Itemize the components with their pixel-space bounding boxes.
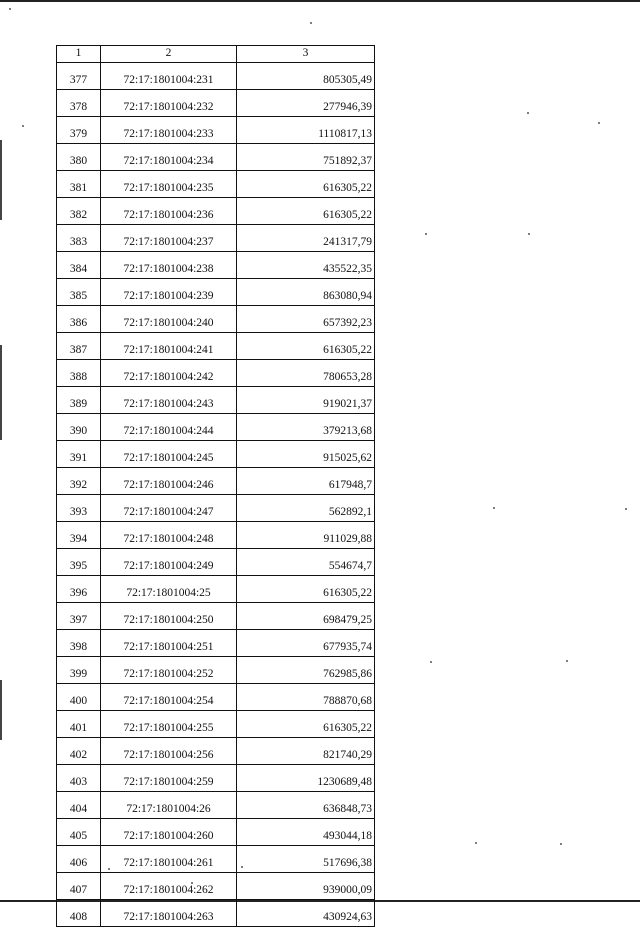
- table-row: [57, 90, 375, 117]
- cadastral-number-cell: 72:17:1801004:250: [101, 603, 237, 630]
- cadastral-number-cell: 72:17:1801004:25: [101, 576, 237, 603]
- cadastral-number-cell: 72:17:1801004:249: [101, 549, 237, 576]
- scan-edge-mark: [0, 680, 2, 740]
- cadastral-number-cell: 72:17:1801004:234: [101, 144, 237, 171]
- table-row: [57, 198, 375, 225]
- cadastral-number-cell: 72:17:1801004:262: [101, 873, 237, 900]
- table-row: [57, 495, 375, 522]
- row-number-cell: 382: [57, 198, 101, 225]
- cadastral-number-cell: 72:17:1801004:239: [101, 279, 237, 306]
- row-number-cell: 397: [57, 603, 101, 630]
- table-row: [57, 144, 375, 171]
- value-cell: 379213,68: [237, 414, 375, 441]
- scan-speck: [566, 660, 568, 662]
- value-cell: 863080,94: [237, 279, 375, 306]
- scan-speck: [560, 843, 562, 845]
- table-row: [57, 279, 375, 306]
- value-cell: 435522,35: [237, 252, 375, 279]
- scan-speck: [310, 22, 312, 24]
- row-number-cell: 388: [57, 360, 101, 387]
- scan-speck: [22, 125, 24, 127]
- value-cell: 277946,39: [237, 90, 375, 117]
- scan-speck: [625, 508, 627, 510]
- value-cell: 616305,22: [237, 711, 375, 738]
- row-number-cell: 408: [57, 900, 101, 927]
- table-row: [57, 252, 375, 279]
- table-header-row: [57, 46, 375, 63]
- scan-speck: [493, 507, 495, 509]
- table-row: [57, 117, 375, 144]
- value-cell: 751892,37: [237, 144, 375, 171]
- row-number-cell: 387: [57, 333, 101, 360]
- cadastral-number-cell: 72:17:1801004:231: [101, 63, 237, 90]
- value-cell: 562892,1: [237, 495, 375, 522]
- row-number-cell: 405: [57, 819, 101, 846]
- row-number-cell: 403: [57, 765, 101, 792]
- column-header: 2: [101, 46, 237, 63]
- table-row: [57, 657, 375, 684]
- value-cell: 762985,86: [237, 657, 375, 684]
- table-row: [57, 360, 375, 387]
- scan-speck: [430, 661, 432, 663]
- row-number-cell: 389: [57, 387, 101, 414]
- scan-speck: [528, 233, 530, 235]
- value-cell: 554674,7: [237, 549, 375, 576]
- row-number-cell: 394: [57, 522, 101, 549]
- cadastral-number-cell: 72:17:1801004:241: [101, 333, 237, 360]
- row-number-cell: 381: [57, 171, 101, 198]
- value-cell: 677935,74: [237, 630, 375, 657]
- scan-speck: [425, 233, 427, 235]
- table-row: [57, 738, 375, 765]
- cadastral-number-cell: 72:17:1801004:237: [101, 225, 237, 252]
- row-number-cell: 395: [57, 549, 101, 576]
- value-cell: 617948,7: [237, 468, 375, 495]
- table-row: [57, 522, 375, 549]
- table-row: [57, 387, 375, 414]
- value-cell: 788870,68: [237, 684, 375, 711]
- value-cell: 241317,79: [237, 225, 375, 252]
- column-header: 1: [57, 46, 101, 63]
- row-number-cell: 385: [57, 279, 101, 306]
- cadastral-number-cell: 72:17:1801004:261: [101, 846, 237, 873]
- cadastral-number-cell: 72:17:1801004:240: [101, 306, 237, 333]
- scan-speck: [475, 842, 477, 844]
- scan-speck: [527, 112, 529, 114]
- column-header: 3: [237, 46, 375, 63]
- cadastral-number-cell: 72:17:1801004:236: [101, 198, 237, 225]
- row-number-cell: 401: [57, 711, 101, 738]
- cadastral-number-cell: 72:17:1801004:256: [101, 738, 237, 765]
- value-cell: 616305,22: [237, 333, 375, 360]
- table-row: [57, 765, 375, 792]
- value-cell: 493044,18: [237, 819, 375, 846]
- cadastral-number-cell: 72:17:1801004:26: [101, 792, 237, 819]
- cadastral-number-cell: 72:17:1801004:244: [101, 414, 237, 441]
- table-row: [57, 846, 375, 873]
- table-row: [57, 306, 375, 333]
- cadastral-number-cell: 72:17:1801004:252: [101, 657, 237, 684]
- table-row: [57, 549, 375, 576]
- cadastral-number-cell: 72:17:1801004:259: [101, 765, 237, 792]
- cadastral-number-cell: 72:17:1801004:254: [101, 684, 237, 711]
- row-number-cell: 404: [57, 792, 101, 819]
- value-cell: 919021,37: [237, 387, 375, 414]
- page-top-edge: [0, 0, 640, 2]
- value-cell: 1230689,48: [237, 765, 375, 792]
- value-cell: 698479,25: [237, 603, 375, 630]
- table-row: [57, 171, 375, 198]
- value-cell: 911029,88: [237, 522, 375, 549]
- cadastral-number-cell: 72:17:1801004:233: [101, 117, 237, 144]
- table-row: [57, 630, 375, 657]
- cadastral-number-cell: 72:17:1801004:260: [101, 819, 237, 846]
- value-cell: 805305,49: [237, 63, 375, 90]
- cadastral-number-cell: 72:17:1801004:248: [101, 522, 237, 549]
- table-row: [57, 900, 375, 927]
- scan-edge-mark: [0, 140, 2, 220]
- row-number-cell: 406: [57, 846, 101, 873]
- cadastral-number-cell: 72:17:1801004:251: [101, 630, 237, 657]
- row-number-cell: 377: [57, 63, 101, 90]
- cadastral-number-cell: 72:17:1801004:235: [101, 171, 237, 198]
- table-row: [57, 576, 375, 603]
- row-number-cell: 379: [57, 117, 101, 144]
- table-body: [57, 63, 375, 927]
- value-cell: 616305,22: [237, 171, 375, 198]
- table-row: [57, 63, 375, 90]
- row-number-cell: 383: [57, 225, 101, 252]
- table-row: [57, 603, 375, 630]
- table-row: [57, 414, 375, 441]
- cadastral-value-table: [56, 45, 375, 927]
- value-cell: 915025,62: [237, 441, 375, 468]
- scan-speck: [598, 122, 600, 124]
- row-number-cell: 402: [57, 738, 101, 765]
- row-number-cell: 380: [57, 144, 101, 171]
- table-row: [57, 468, 375, 495]
- table-row: [57, 333, 375, 360]
- value-cell: 636848,73: [237, 792, 375, 819]
- table-row: [57, 684, 375, 711]
- value-cell: 821740,29: [237, 738, 375, 765]
- scan-speck: [9, 8, 11, 10]
- row-number-cell: 384: [57, 252, 101, 279]
- table-row: [57, 792, 375, 819]
- value-cell: 517696,38: [237, 846, 375, 873]
- cadastral-number-cell: 72:17:1801004:263: [101, 900, 237, 927]
- row-number-cell: 396: [57, 576, 101, 603]
- row-number-cell: 400: [57, 684, 101, 711]
- row-number-cell: 393: [57, 495, 101, 522]
- cadastral-number-cell: 72:17:1801004:246: [101, 468, 237, 495]
- value-cell: 430924,63: [237, 900, 375, 927]
- table-row: [57, 225, 375, 252]
- cadastral-number-cell: 72:17:1801004:255: [101, 711, 237, 738]
- table-row: [57, 711, 375, 738]
- value-cell: 939000,09: [237, 873, 375, 900]
- value-cell: 780653,28: [237, 360, 375, 387]
- row-number-cell: 399: [57, 657, 101, 684]
- scan-edge-mark: [0, 345, 2, 440]
- cadastral-number-cell: 72:17:1801004:247: [101, 495, 237, 522]
- row-number-cell: 392: [57, 468, 101, 495]
- table-row: [57, 873, 375, 900]
- row-number-cell: 386: [57, 306, 101, 333]
- row-number-cell: 390: [57, 414, 101, 441]
- cadastral-number-cell: 72:17:1801004:243: [101, 387, 237, 414]
- table-row: [57, 819, 375, 846]
- value-cell: 616305,22: [237, 576, 375, 603]
- row-number-cell: 398: [57, 630, 101, 657]
- value-cell: 616305,22: [237, 198, 375, 225]
- value-cell: 1110817,13: [237, 117, 375, 144]
- row-number-cell: 407: [57, 873, 101, 900]
- value-cell: 657392,23: [237, 306, 375, 333]
- cadastral-number-cell: 72:17:1801004:242: [101, 360, 237, 387]
- row-number-cell: 391: [57, 441, 101, 468]
- table-row: [57, 441, 375, 468]
- cadastral-number-cell: 72:17:1801004:232: [101, 90, 237, 117]
- row-number-cell: 378: [57, 90, 101, 117]
- cadastral-number-cell: 72:17:1801004:245: [101, 441, 237, 468]
- cadastral-number-cell: 72:17:1801004:238: [101, 252, 237, 279]
